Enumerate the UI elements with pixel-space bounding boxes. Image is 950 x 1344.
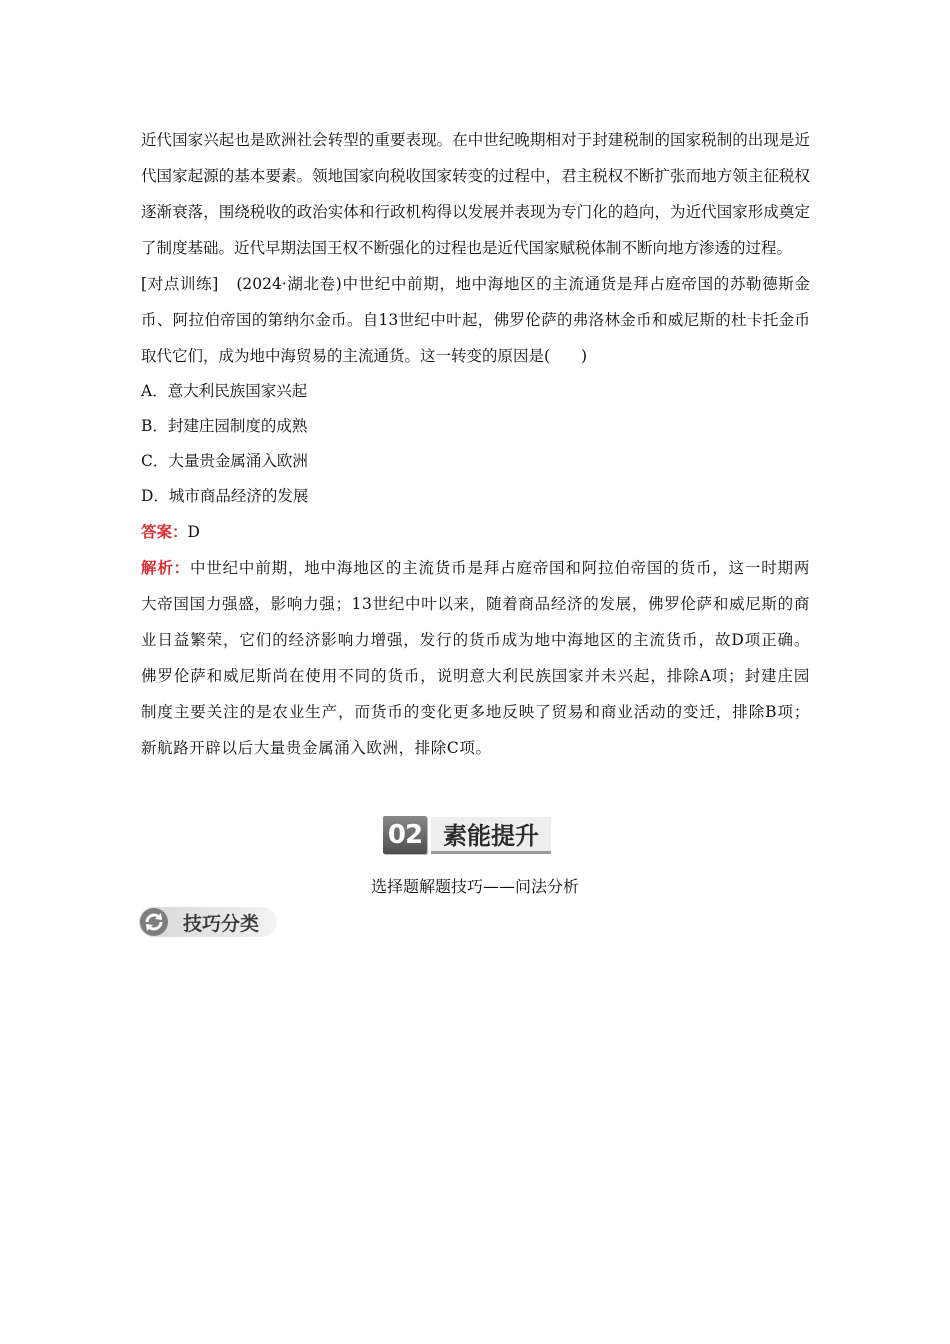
document-body [141, 122, 810, 766]
analysis-text: 中世纪中前期，地中海地区的主流货币是拜占庭帝国和阿拉伯帝国的货币，这一时期两大帝国国力强盛，影响力强；13世纪中叶以来，随着商品经济的发展，佛罗伦萨和威尼斯的商业日益繁荣，它们的经济影响力增强，发行的货币成为地中海地区的主流货币，故D项正确。佛罗伦萨和威尼斯尚在使用不同的货币，说明意大利民族国家并未兴起，排除A项；封建庄园制度主要关注的是农业生产，而货币的变化更多地反映了贸易和商业活动的变迁，排除B项；新航路开辟以后大量贵金属涌入欧洲，排除C项。 [141, 559, 810, 757]
question-stem: 中世纪中前期，地中海地区的主流通货是拜占庭帝国的苏勒德斯金币、阿拉伯帝国的第纳尔金币。自13世纪中叶起，佛罗伦萨的弗洛林金币和威尼斯的杜卡托金币取代它们，成为地中海贸易的主流通货。这一转变的原因是( ) [141, 275, 810, 365]
analysis-label: 解析： [141, 558, 190, 577]
analysis-paragraph [141, 550, 810, 766]
skill-label: 技巧分类 [183, 912, 260, 935]
question-stem-paragraph [141, 266, 810, 374]
question-source: (2024·湖北卷) [236, 275, 342, 293]
section-number: 02 [383, 816, 427, 854]
option-b: B．封建庄园制度的成熟 [141, 417, 308, 435]
option-c: C．大量贵金属涌入欧洲 [141, 452, 308, 470]
answer-line [141, 514, 810, 550]
refresh-icon [139, 907, 169, 937]
section-banner [383, 815, 551, 855]
question-tag: [对点训练] [141, 275, 219, 293]
skill-badge [139, 907, 277, 937]
intro-paragraph: 近代国家兴起也是欧洲社会转型的重要表现。在中世纪晚期相对于封建税制的国家税制的出现是近代国家起源的基本要素。领地国家向税收国家转变的过程中，君主税权不断扩张而地方领主征税权逐渐衰落，围绕税收的政治实体和行政机构得以发展并表现为专门化的趋向，为近代国家形成奠定了制度基础。近代早期法国王权不断强化的过程也是近代国家赋税体制不断向地方渗透的过程。 [141, 131, 810, 257]
section-title: 素能提升 [431, 817, 551, 854]
answer-value: D [187, 523, 200, 541]
option-d: D．城市商品经济的发展 [141, 487, 309, 505]
option-a: A．意大利民族国家兴起 [141, 382, 308, 400]
answer-label: 答案： [141, 522, 188, 541]
section-subtitle: 选择题解题技巧——问法分析 [370, 877, 579, 896]
